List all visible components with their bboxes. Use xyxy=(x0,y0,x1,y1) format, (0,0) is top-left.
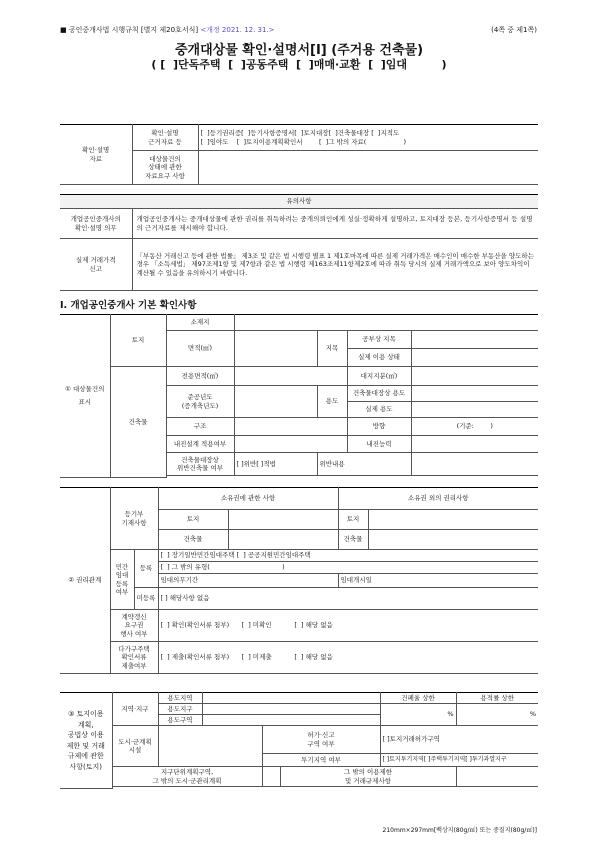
use-district-label: 용도지구 xyxy=(158,704,202,715)
official-jimok-field[interactable] xyxy=(411,331,538,349)
verification-label: 확인·설명 자료 xyxy=(60,125,132,185)
bcr-label: 건폐율 상한 xyxy=(380,693,456,704)
far-value[interactable]: % xyxy=(456,704,538,726)
property-label: ① 대상물건의 표시 xyxy=(60,315,110,478)
structure-field[interactable] xyxy=(234,418,347,436)
regulation-text: ■ 공인중개사법 시행규칙 [별지 제20호서식] xyxy=(60,26,201,34)
basis-label: 확인·설명 근거자료 등 xyxy=(132,125,198,151)
renewal-options[interactable]: [ ] 확인(확인서류 첨부) [ ] 미확인 [ ] 해당 없음 xyxy=(158,610,538,642)
plan-facility-field[interactable] xyxy=(158,726,262,767)
basis-options[interactable] xyxy=(198,125,538,151)
actual-usage-field[interactable] xyxy=(411,402,538,418)
unit-plan-label: 지구단위계획구역, 그 밖의 도시·군관리계획 xyxy=(112,767,262,787)
bcr-value[interactable]: % xyxy=(380,704,456,726)
official-jimok-label: 공부상 지목 xyxy=(347,331,411,349)
seismic-capacity-label: 내진능력 xyxy=(347,436,411,453)
other-rights-header: 소유권 외의 권리사항 xyxy=(338,488,538,510)
unit-plan-field[interactable] xyxy=(262,767,280,787)
ownership-land-field[interactable] xyxy=(228,510,338,530)
speculation-options[interactable]: [ ]토지투기지역[ ]주택투기지역[ ]투기과열지구 xyxy=(380,754,538,767)
use-area-field[interactable] xyxy=(202,693,380,704)
rental-period-label: 임대의무기간 xyxy=(158,574,338,588)
plan-facility-label: 도시·군계획 시설 xyxy=(112,726,158,767)
use-area-label: 용도지역 xyxy=(158,693,202,704)
structure-label: 구조 xyxy=(166,418,234,436)
multi-family-options[interactable]: [ ] 제출(확인서류 첨부) [ ] 미제출 [ ] 해당 없음 xyxy=(158,642,538,674)
location-field[interactable] xyxy=(234,315,538,331)
rights-table xyxy=(60,487,538,674)
location-label: 소재지 xyxy=(166,315,234,331)
duty-label: 개업공인중개사의 확인·설명 의무 xyxy=(60,209,132,239)
multi-family-label: 다가구주택 확인서류 제출여부 xyxy=(110,642,158,674)
other-limits-field[interactable] xyxy=(456,767,538,787)
duty-text: 개업공인중개사는 중개대상물에 관한 권리를 취득하려는 중개의뢰인에게 성실·정확하게 설명하고, 토지대장 등본, 등기사항증명서 등 설명의 근거자료를 제시해야 합니다. xyxy=(132,209,538,239)
request-label: 대상물건의 상태에 관한 자료요구 사항 xyxy=(132,151,198,185)
area-label: 면적(㎡) xyxy=(166,331,234,367)
renewal-label: 계약갱신 요구권 행사 여부 xyxy=(110,610,158,642)
notice-header: 유의사항 xyxy=(60,195,538,209)
seismic-design-label: 내진설계 적용여부 xyxy=(166,436,234,453)
permit-option[interactable]: [ ]토지거래허가구역 xyxy=(380,726,538,754)
other-land-label: 토지 xyxy=(338,510,368,530)
rights-label: ② 권리관계 xyxy=(60,488,110,674)
land-share-label: 대지지분(㎡) xyxy=(347,367,411,386)
actual-use-field[interactable] xyxy=(411,349,538,367)
violation-detail-field[interactable] xyxy=(411,453,538,476)
other-limits-label: 그 밖의 이용제한 및 거래규제사항 xyxy=(280,767,456,787)
completion-year-label: 준공년도 (증개축년도) xyxy=(166,386,234,418)
seismic-capacity-field[interactable] xyxy=(411,436,538,453)
use-zone-field[interactable] xyxy=(202,715,380,726)
actual-use-label: 실제 이용 상태 xyxy=(347,349,411,367)
price-text: 「부동산 거래신고 등에 관한 법률」 제3조 및 같은 법 시행령 별표 1 제1호마목에 따른 실제 거래가격은 매수인이 매수한 부동산을 양도하는 경우 「소득세법」 제97조제1항 및 제7항과 같은 법 시행령 제163조제11항제2호에 따라 취득 당시의 실제 거래가액으로 보아 양도차익이 계산될 수 있음을 유의하시기 바랍니다. xyxy=(132,239,538,291)
direction-label: 방향 xyxy=(347,418,411,436)
registered-option-2[interactable]: [ ] 그 밖의 유형( ) xyxy=(158,562,538,574)
exclusive-area-label: 전용면적(㎡) xyxy=(166,367,234,386)
seismic-design-field[interactable] xyxy=(234,436,347,453)
actual-usage-label: 실제 용도 xyxy=(347,402,411,418)
registered-option-1[interactable]: [ ] 장기일반민간임대주택 [ ] 공공지원민간임대주택 xyxy=(158,550,538,562)
notice-table xyxy=(60,194,538,291)
revision-date: <개정 2021. 12. 31.> xyxy=(200,26,275,34)
building-label: 건축물 xyxy=(110,367,166,478)
direction-basis[interactable]: (기준: ) xyxy=(411,418,538,436)
other-land-field[interactable] xyxy=(368,510,538,530)
paper-spec: 210mm×297mm[백상지(80g/㎡) 또는 중질지(80g/㎡)] xyxy=(382,827,537,834)
land-label: 토지 xyxy=(110,315,166,367)
property-table xyxy=(60,314,538,478)
usage-label: 용도 xyxy=(317,386,347,418)
verification-table xyxy=(60,124,538,185)
regulation-reference xyxy=(60,26,275,35)
zone-label: 지역·지구 xyxy=(112,693,158,726)
page-count: (4쪽 중 제1쪽) xyxy=(491,26,537,34)
price-label: 실제 거래가격 신고 xyxy=(60,239,132,291)
registry-usage-label: 건축물대장상 용도 xyxy=(347,386,411,402)
landuse-table xyxy=(60,692,538,789)
far-label: 용적률 상한 xyxy=(456,693,538,704)
document-title: 중개대상물 확인·설명서[Ⅰ] (주거용 건축물) xyxy=(174,43,424,58)
area-field[interactable] xyxy=(234,331,317,367)
use-zone-label: 용도구역 xyxy=(158,715,202,726)
permit-label: 허가·신고 구역 여부 xyxy=(262,726,380,754)
violation-options[interactable]: [ ]위반[ ]적법 xyxy=(234,453,317,476)
document-subtitle: ( [ ]단독주택 [ ]공동주택 [ ]매매·교환 [ ]임대 ) xyxy=(151,58,447,71)
ownership-land-label: 토지 xyxy=(158,510,228,530)
registered-label: 등록 xyxy=(134,550,158,588)
unregistered-option[interactable]: [ ] 해당사항 없음 xyxy=(158,588,538,610)
landuse-label: ③ 토지이용 계획, 공법상 이용 제한 및 거래 규제에 관한 사항(토지) xyxy=(60,693,112,789)
speculation-label: 투기지역 여부 xyxy=(262,754,380,767)
ownership-building-field[interactable] xyxy=(228,530,338,550)
registry-usage-field[interactable] xyxy=(411,386,538,402)
ownership-building-label: 건축물 xyxy=(158,530,228,550)
jimok-label: 지목 xyxy=(317,331,347,367)
registry-label: 등기부 기재사항 xyxy=(110,488,158,550)
basis-options-line2: [ ]임야도 [ ]토지이용계획확인서 [ ]그 밖의 자료( ) xyxy=(200,137,407,146)
section-title: Ⅰ. 개업공인중개사 기본 확인사항 xyxy=(60,300,197,311)
exclusive-area-field[interactable] xyxy=(234,367,347,386)
violation-detail-label: 위반내용 xyxy=(317,453,411,476)
completion-year-field[interactable] xyxy=(234,386,317,418)
request-field[interactable] xyxy=(198,151,538,185)
basis-options-line1: [ ]등기권리증[ ]등기사항증명서[ ]토지대장[ ]건축물대장 [ ]지적도 xyxy=(200,129,400,138)
unregistered-label: 미등록 xyxy=(134,588,158,610)
other-building-label: 건축물 xyxy=(338,530,368,550)
rental-start-label: 임대개시일 xyxy=(338,574,538,588)
other-building-field[interactable] xyxy=(368,530,538,550)
private-rental-label: 민간 임대 등록 여부 xyxy=(110,550,134,610)
land-share-field[interactable] xyxy=(411,367,538,386)
use-district-field[interactable] xyxy=(202,704,380,715)
violation-label: 건축물대장상 위반건축물 여부 xyxy=(166,453,234,476)
ownership-header: 소유권에 관한 사항 xyxy=(158,488,338,510)
